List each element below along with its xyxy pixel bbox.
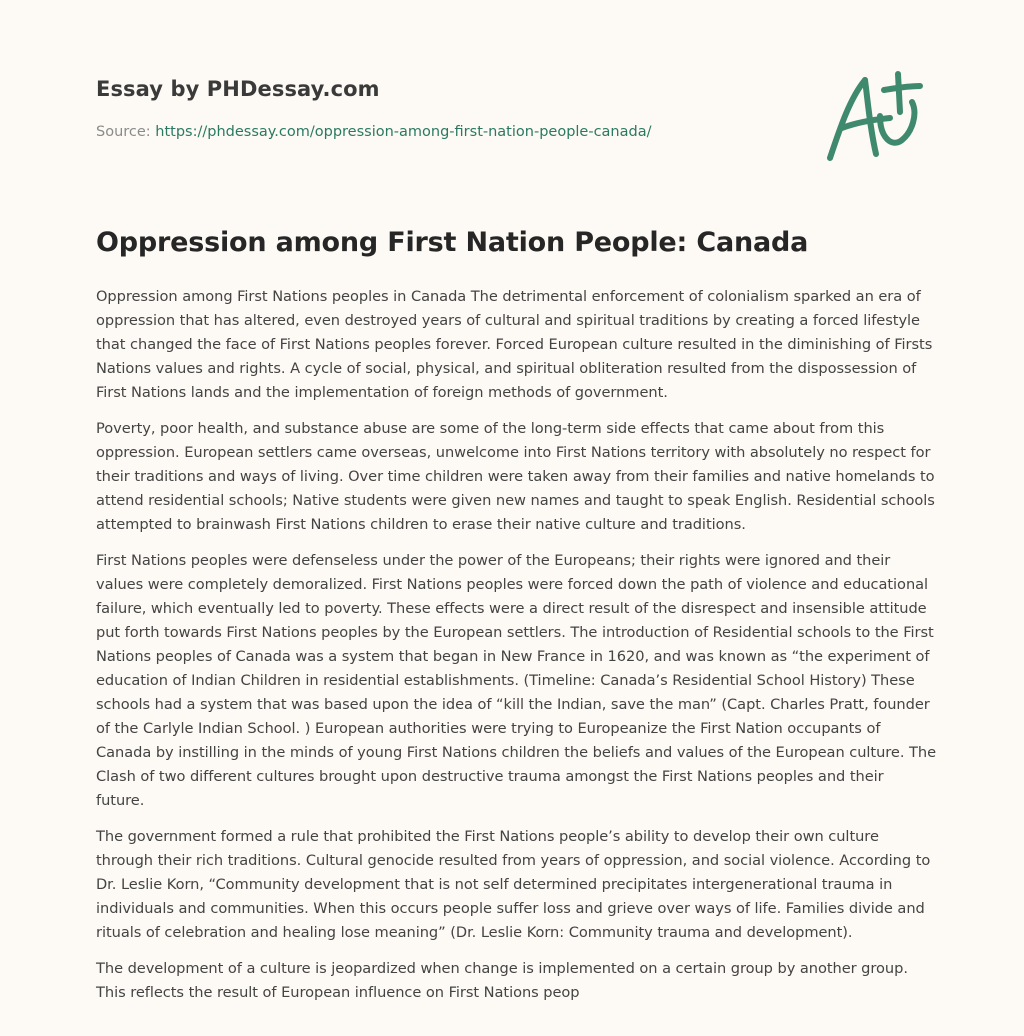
source-link[interactable]: https://phdessay.com/oppression-among-first-nation-people-canada/	[155, 124, 652, 140]
paragraph: First Nations peoples were defenseless under the power of the Europeans; their rights were ignored and their values were completely demoralized. First Nations peoples were forced down the path of violence and educational failure, which eventually led to poverty. These effects were a direct result of the disrespect and insensible attitude put forth towards First Nations peoples by the European settlers. The introduction of Residential schools to the First Nations peoples of Canada was a system that began in New France in 1620, and was known as “the experiment of education of Indian Children in residential establishments. (Timeline: Canada’s Residential School History) These schools had a system that was based upon the idea of “kill the Indian, save the man” (Capt. Charles Pratt, founder of the Carlyle Indian School. ) European authorities were trying to Europeanize the First Nation occupants of Canada by instilling in the minds of young First Nations children the beliefs and values of the European culture. The Clash of two different cultures brought upon destructive trauma amongst the First Nations peoples and their future.	[96, 552, 937, 809]
article-body	[96, 285, 936, 1017]
source-line	[96, 124, 651, 140]
article-title: Oppression among First Nation People: Canada	[96, 227, 809, 258]
paragraph: The development of a culture is jeopardized when change is implemented on a certain group by another group. This reflects the result of European influence on First Nations peop	[96, 960, 908, 1001]
paragraph: Poverty, poor health, and substance abuse are some of the long-term side effects that came about from this oppression. European settlers came overseas, unwelcome into First Nations territory with absolutely no respect for their traditions and ways of living. Over time children were taken away from their families and native homelands to attend residential schools; Native students were given new names and taught to speak English. Residential schools attempted to brainwash First Nations children to erase their native culture and traditions.	[96, 420, 935, 533]
paragraph: The government formed a rule that prohibited the First Nations people’s ability to develop their own culture through their rich traditions. Cultural genocide resulted from years of oppression, and social violence. According to Dr. Leslie Korn, “Community development that is not self determined precipitates intergenerational trauma in individuals and communities. When this occurs people suffer loss and grieve over ways of life. Families divide and rituals of celebration and healing lose meaning” (Dr. Leslie Korn: Community trauma and development).	[96, 828, 931, 941]
a-plus-logo-icon	[820, 68, 928, 164]
brand-title: Essay by PHDessay.com	[96, 77, 380, 101]
source-label: Source:	[96, 124, 156, 140]
paragraph: Oppression among First Nations peoples in Canada The detrimental enforcement of colonialism sparked an era of oppression that has altered, even destroyed years of cultural and spiritual traditions by creating a forced lifestyle that changed the face of First Nations peoples forever. Forced European culture resulted in the diminishing of Firsts Nations values and rights. A cycle of social, physical, and spiritual obliteration resulted from the dispossession of First Nations lands and the implementation of foreign methods of government.	[96, 288, 933, 401]
